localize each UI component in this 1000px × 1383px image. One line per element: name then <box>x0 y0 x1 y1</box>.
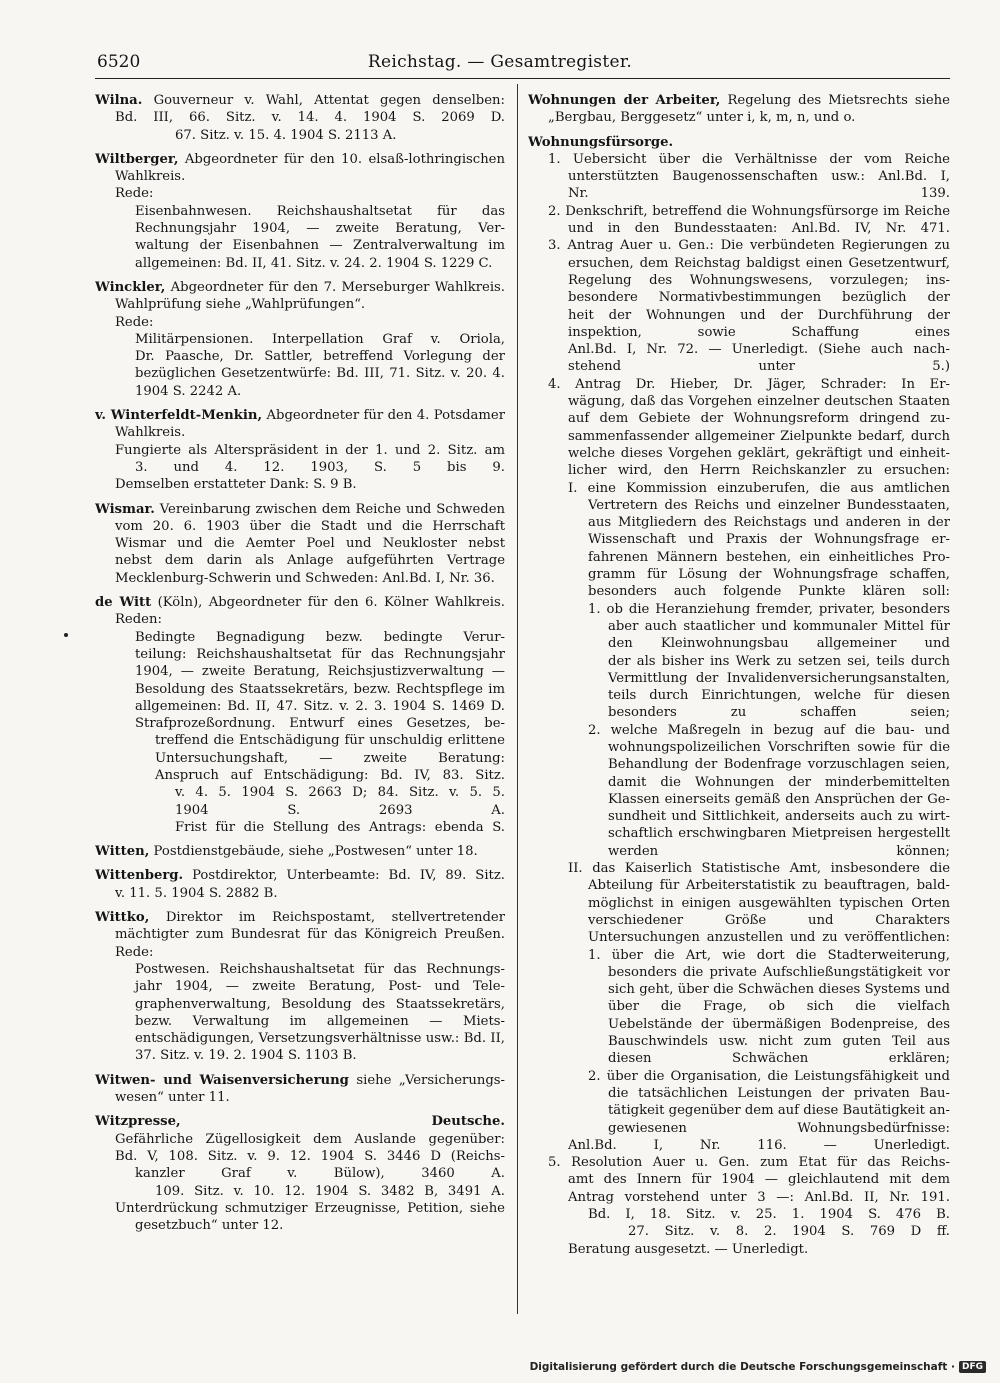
entry-text: 1. Uebersicht über die Verhältnisse der vom Reiche <box>548 151 950 167</box>
index-entry <box>95 1072 505 1107</box>
entry-line <box>95 1200 505 1217</box>
entry-text: auf dem Gebiete der Wohnungsreform dringend zu- <box>568 411 950 427</box>
entry-text: bezw. Verwaltung im allgemeinen — Miets- <box>135 1013 505 1029</box>
entry-line <box>95 594 505 611</box>
entry-line <box>95 867 505 884</box>
footer-credit <box>530 1361 986 1373</box>
entry-text: 4. Antrag Dr. Hieber, Dr. Jäger, Schrader: In Er- <box>548 376 950 392</box>
entry-text: Mecklenburg-Schwerin und Schweden: Anl.Bd. I, Nr. 36. <box>115 570 495 586</box>
entry-text: Antrag vorstehend unter 3 —: Anl.Bd. II, Nr. 191. <box>568 1189 950 1205</box>
entry-text: Rede: <box>115 186 154 202</box>
entry-heading: Winckler, <box>95 279 166 295</box>
entry-line <box>528 618 950 635</box>
entry-line <box>95 1072 505 1089</box>
entry-text: gesetzbuch“ unter 12. <box>135 1218 284 1234</box>
entry-text: allgemeinen: Bd. II, 41. Sitz. v. 24. 2. 1904 S. 1229 C. <box>135 255 493 271</box>
header-rule <box>95 78 950 79</box>
entry-text: treffend die Entschädigung für unschuldig erlittene <box>155 733 505 749</box>
entry-text: Gefährliche Zügellosigkeit dem Auslande gegenüber: <box>115 1131 505 1147</box>
entry-line <box>95 518 505 535</box>
column-divider <box>517 84 518 1314</box>
index-entry <box>95 843 505 860</box>
entry-line <box>528 376 950 393</box>
entry-line <box>528 393 950 410</box>
entry-line <box>528 1137 950 1154</box>
entry-text: verschiedener Größe und Charakters <box>588 912 950 928</box>
entry-text: Uebelstände der übermäßigen Bodenpreise, des <box>608 1016 950 1032</box>
entry-line <box>528 410 950 427</box>
entry-text: gramm für Lösung der Wohnungsfrage schaffen, <box>588 567 950 583</box>
entry-text: Fungierte als Alterspräsident in der 1. und 2. Sitz. am <box>115 442 505 458</box>
entry-line <box>528 1050 950 1067</box>
entry-text: Wahlkreis. <box>115 169 186 185</box>
entry-line <box>528 687 950 704</box>
entry-text: siehe „Versicherungs- <box>348 1072 505 1088</box>
entry-line <box>528 653 950 670</box>
entry-line <box>95 459 505 476</box>
left-column <box>95 92 505 1241</box>
entry-heading: v. Winterfeldt-Menkin, <box>95 408 263 424</box>
entry-text: Postdienstgebäude, siehe „Postwesen“ unter 18. <box>149 844 478 860</box>
entry-text: Wahlprüfung siehe „Wahlprüfungen“. <box>115 297 366 313</box>
entry-line <box>528 1120 950 1137</box>
entry-line <box>528 1085 950 1102</box>
entry-text: vom 20. 6. 1903 über die Stadt und die Herrschaft <box>115 518 505 534</box>
entry-text: Dr. Paasche, Dr. Sattler, betreffend Vorlegung der <box>135 349 505 365</box>
entry-line <box>95 314 505 331</box>
entry-line <box>528 635 950 652</box>
entry-text: Bd. I, 18. Sitz. v. 25. 1. 1904 S. 476 B. <box>588 1207 950 1222</box>
entry-line <box>528 1189 950 1206</box>
entry-text: über die Frage, ob sich die vielfach <box>608 999 950 1015</box>
entry-line <box>528 514 950 531</box>
entry-line <box>528 185 950 202</box>
entry-line <box>95 784 505 801</box>
index-entry <box>95 1113 505 1234</box>
entry-text: die tatsächlichen Leistungen der privaten Bau- <box>608 1085 950 1101</box>
entry-text: Demselben erstatteter Dank: S. 9 B. <box>115 477 357 493</box>
entry-text: inspektion, sowie Schaffung eines <box>568 324 950 340</box>
entry-text: Eisenbahnwesen. Reichshaushaltsetat für das <box>135 203 505 219</box>
entry-text: 1904, — zweite Beratung, Reichsjustizverwaltung — <box>135 664 505 680</box>
entry-heading: Wohnungsfürsorge. <box>528 134 674 150</box>
entry-line <box>528 825 950 842</box>
entry-text: Anl.Bd. I, Nr. 72. — Unerledigt. (Siehe auch nach- <box>568 342 950 358</box>
entry-heading: Wismar. <box>95 501 155 517</box>
entry-line <box>528 670 950 687</box>
entry-line <box>95 383 505 400</box>
index-entry <box>528 92 950 127</box>
entry-text: welche dieses Vorgehen geklärt, gekräftigt und einheit- <box>568 445 950 461</box>
entry-line <box>528 756 950 773</box>
entry-text: graphenverwaltung, Besoldung des Staatssekretärs, <box>135 996 505 1012</box>
entry-line <box>95 698 505 715</box>
entry-line <box>528 964 950 981</box>
entry-text: besonders die private Aufschließungstätigkeit vor <box>608 964 950 980</box>
entry-line <box>528 1068 950 1085</box>
entry-line <box>95 348 505 365</box>
entry-line <box>95 629 505 646</box>
entry-text: Rede: <box>115 944 154 960</box>
entry-line <box>528 237 950 254</box>
entry-text: amt des Innern für 1904 — gleichlautend mit dem <box>568 1172 950 1188</box>
entry-line <box>528 1154 950 1171</box>
index-entry <box>95 501 505 587</box>
entry-line <box>528 358 950 375</box>
entry-line <box>95 1013 505 1030</box>
entry-text: wesen“ unter 11. <box>115 1090 230 1106</box>
entry-heading: Wittenberg. <box>95 868 184 884</box>
entry-text: Bd. V, 108. Sitz. v. 9. 12. 1904 S. 3446 D (Reichs- <box>115 1148 505 1164</box>
entry-text: besonders zu schaffen seien; <box>608 705 950 721</box>
entry-line <box>95 715 505 732</box>
entry-heading: Wohnungen der Arbeiter, <box>528 93 721 108</box>
entry-text: Behandlung der Bodenfrage vorzuschlagen seien, <box>608 757 950 773</box>
entry-line <box>528 203 950 220</box>
entry-line <box>528 220 950 237</box>
entry-text: Abteilung für Arbeiterstatistik zu beauftragen, bald- <box>588 878 950 894</box>
entry-text: Abgeordneter für den 10. elsaß-lothringischen <box>178 151 505 167</box>
entry-text: unterstützten Baugenossenschaften usw.: Anl.Bd. I, <box>568 169 950 185</box>
entry-line <box>95 296 505 313</box>
entry-text: werden können; <box>608 843 950 859</box>
entry-text: Wahlkreis. <box>115 425 186 441</box>
entry-line <box>528 1016 950 1033</box>
entry-line <box>95 552 505 569</box>
entry-line <box>528 531 950 548</box>
entry-text: Wismar und die Aemter Poel und Neukloster nebst <box>115 536 505 552</box>
entry-text: besondere Normativbestimmungen bezüglich der <box>568 290 950 306</box>
entry-line <box>528 134 950 151</box>
entry-heading: Witzpresse, Deutsche. <box>95 1114 505 1130</box>
entry-line <box>528 324 950 341</box>
entry-text: 2. über die Organisation, die Leistungsfähigkeit und <box>588 1068 950 1084</box>
entry-line <box>95 1165 505 1182</box>
entry-line <box>528 92 950 109</box>
entry-line <box>95 570 505 587</box>
entry-line <box>95 1047 505 1064</box>
entry-text: Regelung des Mietsrechts siehe <box>720 93 950 108</box>
entry-line <box>95 681 505 698</box>
entry-line <box>528 929 950 946</box>
entry-text: aber auch staatlicher und kommunaler Mittel für <box>608 618 950 634</box>
entry-text: Klassen einerseits gemäß den Ansprüchen der Ge- <box>608 791 950 807</box>
index-entry <box>95 909 505 1065</box>
entry-line <box>95 1113 505 1130</box>
entry-line <box>528 981 950 998</box>
entry-text: Wissenschaft und Praxis der Wohnungsfrage er- <box>588 532 950 548</box>
entry-line <box>95 1148 505 1165</box>
entry-text: 1. über die Art, wie dort die Stadterweiterung, <box>588 947 950 963</box>
entry-line <box>95 750 505 767</box>
entry-line <box>528 566 950 583</box>
entry-line <box>528 255 950 272</box>
entry-text: sich geht, über die Schwächen dieses Systems und <box>608 982 950 998</box>
entry-text: möglichst in einigen ausgewählten typischen Orten <box>588 895 950 911</box>
entry-line <box>95 109 505 126</box>
entry-line <box>95 961 505 978</box>
entry-heading: Wilna. <box>95 93 143 108</box>
entry-text: stehend unter 5.) <box>568 359 950 375</box>
entry-line <box>95 237 505 254</box>
entry-line <box>528 860 950 877</box>
entry-text: Anl.Bd. I, Nr. 116. — Unerledigt. <box>568 1137 950 1153</box>
entry-line <box>95 476 505 493</box>
entry-line <box>95 255 505 272</box>
entry-heading: Witten, <box>95 844 150 860</box>
entry-line <box>528 549 950 566</box>
entry-line <box>95 944 505 961</box>
footer-text: Digitalisierung gefördert durch die Deutsche Forschungsgemeinschaft · <box>529 1361 955 1373</box>
entry-line <box>95 767 505 784</box>
entry-text: Abgeordneter für den 7. Merseburger Wahlkreis. <box>165 279 505 295</box>
entry-line <box>95 92 505 109</box>
entry-text: Bedingte Begnadigung bezw. bedingte Verur- <box>135 629 505 645</box>
entry-line <box>95 127 505 144</box>
entry-line <box>528 168 950 185</box>
entry-line <box>528 877 950 894</box>
entry-text: bezüglichen Gesetzentwürfe: Bd. III, 71. Sitz. v. 20. 4. <box>135 366 505 382</box>
entry-text: v. 11. 5. 1904 S. 2882 B. <box>115 885 278 901</box>
entry-line <box>528 912 950 929</box>
entry-line <box>528 1241 950 1258</box>
entry-line <box>528 722 950 739</box>
index-entry <box>95 594 505 836</box>
entry-line <box>95 909 505 926</box>
entry-text: Unterdrückung schmutziger Erzeugnisse, Petition, siehe <box>115 1200 505 1216</box>
entry-text: entschädigungen, Versetzungsverhältnisse usw.: Bd. II, <box>135 1031 505 1047</box>
entry-line <box>528 947 950 964</box>
entry-line <box>528 1033 950 1050</box>
entry-text: 5. Resolution Auer u. Gen. zum Etat für das Reichs- <box>548 1155 950 1171</box>
entry-line <box>95 663 505 680</box>
index-entry <box>95 867 505 902</box>
entry-line <box>95 501 505 518</box>
entry-text: Anspruch auf Entschädigung: Bd. IV, 83. Sitz. <box>155 767 505 783</box>
entry-line <box>95 1089 505 1106</box>
entry-heading: Wittko, <box>95 910 150 926</box>
entry-text: „Bergbau, Berggesetz“ unter i, k, m, n, und o. <box>548 110 856 126</box>
entry-line <box>95 978 505 995</box>
entry-line <box>95 611 505 628</box>
entry-text: v. 4. 5. 1904 S. 2663 D; 84. Sitz. v. 5. 5. <box>175 785 505 801</box>
entry-text: kanzler Graf v. Bülow), 3460 A. <box>135 1166 505 1182</box>
index-entry <box>95 92 505 144</box>
entry-line <box>528 272 950 289</box>
entry-text: den Kleinwohnungsbau allgemeiner und <box>608 636 950 652</box>
entry-text: 3. und 4. 12. 1903, S. 5 bis 9. <box>135 459 505 475</box>
entry-text: aus Mitgliedern des Reichstags und anderen in der <box>588 515 950 531</box>
entry-line <box>95 1131 505 1148</box>
entry-line <box>95 996 505 1013</box>
entry-line <box>528 341 950 358</box>
entry-text: 27. Sitz. v. 8. 2. 1904 S. 769 D ff. <box>628 1224 950 1240</box>
entry-text: diesen Schwächen erklären; <box>608 1051 950 1067</box>
entry-text: 1904 S. 2242 A. <box>135 383 242 399</box>
entry-line <box>528 808 950 825</box>
entry-line <box>95 926 505 943</box>
entry-text: gewiesenen Wohnungsbedürfnisse: <box>608 1120 950 1136</box>
entry-line <box>528 998 950 1015</box>
entry-text: Untersuchungshaft, — zweite Beratung: <box>155 750 505 766</box>
entry-line <box>95 442 505 459</box>
entry-line <box>95 646 505 663</box>
entry-text: Reden: <box>115 612 162 628</box>
entry-text: fahrenen Männern bestehen, ein einheitliches Pro- <box>588 549 950 565</box>
entry-text: Rede: <box>115 314 154 330</box>
entry-text: Postdirektor, Unterbeamte: Bd. IV, 89. Sitz. <box>183 868 505 884</box>
entry-text: 37. Sitz. v. 19. 2. 1904 S. 1103 B. <box>135 1048 357 1064</box>
entry-text: licher wird, den Herrn Reichskanzler zu ersuchen: <box>568 463 950 479</box>
entry-text: Vermittlung der Invalidenversicherungsanstalten, <box>608 670 950 686</box>
entry-text: sundheit und Sittlichkeit, anderseits auch zu wirt- <box>608 809 950 825</box>
entry-heading: Witwen- und Waisenversicherung <box>95 1072 349 1088</box>
index-entry <box>95 279 505 400</box>
index-entry <box>528 134 950 1258</box>
page-number: 6520 <box>97 52 141 72</box>
entry-text: teilung: Reichshaushaltsetat für das Rechnungsjahr <box>135 646 505 662</box>
index-entry <box>95 151 505 272</box>
entry-text: der als bisher ins Werk zu setzen sei, teils durch <box>608 653 950 669</box>
entry-line <box>528 445 950 462</box>
entry-text: Nr. 139. <box>568 186 950 202</box>
entry-line <box>528 895 950 912</box>
entry-line <box>528 428 950 445</box>
entry-text: wägung, daß das Vorgehen einzelner deutschen Staaten <box>568 394 950 410</box>
entry-text: sammenfassender allgemeiner Zielpunkte bedarf, durch <box>568 428 950 444</box>
entry-line <box>528 1206 950 1223</box>
entry-text: schaftlich erschwingbaren Mietpreisen hergestellt <box>608 826 950 842</box>
entry-line <box>95 407 505 424</box>
entry-line <box>95 331 505 348</box>
entry-line <box>528 843 950 860</box>
entry-line <box>528 774 950 791</box>
entry-text: Strafprozeßordnung. Entwurf eines Gesetzes, be- <box>135 716 505 732</box>
entry-text: 1. ob die Heranziehung fremder, privater, besonders <box>588 601 950 617</box>
entry-line <box>95 843 505 860</box>
entry-line <box>528 151 950 168</box>
entry-line <box>528 1171 950 1188</box>
entry-line <box>95 1217 505 1234</box>
entry-line <box>528 462 950 479</box>
entry-line <box>528 1223 950 1240</box>
entry-text: tätigkeit gegenüber dem auf diese Bautätigkeit an- <box>608 1103 950 1119</box>
entry-text: 67. Sitz. v. 15. 4. 1904 S. 2113 A. <box>175 127 397 143</box>
entry-line <box>528 601 950 618</box>
entry-line <box>528 583 950 600</box>
entry-text: 109. Sitz. v. 10. 12. 1904 S. 3482 B, 3491 A. <box>155 1183 505 1199</box>
entry-text: waltung der Eisenbahnen — Zentralverwaltung im <box>135 238 505 254</box>
entry-line <box>95 1183 505 1200</box>
entry-line <box>528 739 950 756</box>
entry-text: Beratung ausgesetzt. — Unerledigt. <box>568 1241 809 1257</box>
entry-heading: de Witt <box>95 595 152 611</box>
dfg-logo: DFG <box>959 1361 986 1373</box>
entry-text: II. das Kaiserlich Statistische Amt, insbesondere die <box>568 861 950 877</box>
entry-line <box>95 365 505 382</box>
entry-text: Bauschwindels usw. nicht zum guten Teil aus <box>608 1034 950 1050</box>
entry-text: Abgeordneter für den 4. Potsdamer <box>262 408 505 424</box>
entry-text: und in den Bundesstaaten: Anl.Bd. IV, Nr. 471. <box>568 221 950 237</box>
entry-text: ersuchen, dem Reichstag baldigst einen Gesetzentwurf, <box>568 255 950 271</box>
entry-text: wohnungspolizeilichen Vorschriften sowie für die <box>608 739 950 755</box>
entry-text: Frist für die Stellung des Antrags: ebenda S. <box>175 819 505 835</box>
entry-text: Bd. III, 66. Sitz. v. 14. 4. 1904 S. 2069 D. <box>115 110 505 126</box>
entry-line <box>95 1030 505 1047</box>
entry-text: Vereinbarung zwischen dem Reiche und Schweden <box>154 501 505 517</box>
entry-line <box>528 704 950 721</box>
entry-text: jahr 1904, — zweite Beratung, Post- und Tele- <box>135 979 505 995</box>
entry-text: Gouverneur v. Wahl, Attentat gegen denselben: <box>142 93 505 108</box>
entry-line <box>528 307 950 324</box>
entry-line <box>95 732 505 749</box>
entry-line <box>95 424 505 441</box>
entry-text: Besoldung des Staatssekretärs, bezw. Rechtspflege im <box>135 681 505 697</box>
entry-text: mächtigter zum Bundesrat für das Königreich Preußen. <box>115 927 505 943</box>
entry-text: 1904 S. 2693 A. <box>175 802 505 818</box>
entry-line <box>95 185 505 202</box>
entry-line <box>95 885 505 902</box>
entry-line <box>95 168 505 185</box>
entry-line <box>528 497 950 514</box>
entry-line <box>95 279 505 296</box>
entry-text: teils durch Einrichtungen, welche für diesen <box>608 688 950 704</box>
entry-line <box>95 220 505 237</box>
entry-line <box>95 819 505 836</box>
entry-text: 2. Denkschrift, betreffend die Wohnungsfürsorge im Reiche <box>548 203 950 219</box>
right-column <box>528 92 950 1265</box>
running-head: Reichstag. — Gesamtregister. <box>367 52 633 72</box>
entry-text: besonders auch folgende Punkte klären soll: <box>588 584 950 600</box>
entry-line <box>95 535 505 552</box>
entry-text: I. eine Kommission einzuberufen, die aus amtlichen <box>568 480 950 496</box>
entry-line <box>95 151 505 168</box>
entry-text: Regelung des Wohnungswesens, vorzulegen; ins- <box>568 272 950 288</box>
entry-text: Militärpensionen. Interpellation Graf v. Oriola, <box>135 331 505 347</box>
margin-dot <box>64 633 68 637</box>
entry-text: 3. Antrag Auer u. Gen.: Die verbündeten Regierungen zu <box>548 238 950 254</box>
entry-line <box>528 289 950 306</box>
entry-text: Direktor im Reichspostamt, stellvertretender <box>165 910 505 926</box>
entry-line <box>95 802 505 819</box>
entry-text: damit die Wohnungen der minderbemittelten <box>608 774 950 790</box>
entry-text: Untersuchungen anzustellen und zu veröffentlichen: <box>588 930 950 946</box>
entry-text: Vertretern des Reichs und einzelner Bundesstaaten, <box>588 497 950 513</box>
entry-line <box>528 791 950 808</box>
entry-text: 2. welche Maßregeln in bezug auf die bau- und <box>588 722 950 738</box>
entry-text: Rechnungsjahr 1904, — zweite Beratung, Ver- <box>135 221 505 237</box>
index-entry <box>95 407 505 493</box>
entry-text: nebst dem darin als Anlage aufgeführten Vertrage <box>115 553 505 569</box>
entry-line <box>528 480 950 497</box>
entry-heading: Wiltberger, <box>95 151 179 167</box>
entry-text: heit der Wohnungen und der Durchführung der <box>568 307 950 323</box>
entry-text: Postwesen. Reichshaushaltsetat für das Rechnungs- <box>135 961 505 977</box>
entry-line <box>95 203 505 220</box>
entry-text: allgemeinen: Bd. II, 47. Sitz. v. 2. 3. 1904 S. 1469 D. <box>135 698 505 714</box>
entry-line <box>528 1102 950 1119</box>
entry-line <box>528 109 950 126</box>
entry-text: (Köln), Abgeordneter für den 6. Kölner Wahlkreis. <box>151 595 505 611</box>
